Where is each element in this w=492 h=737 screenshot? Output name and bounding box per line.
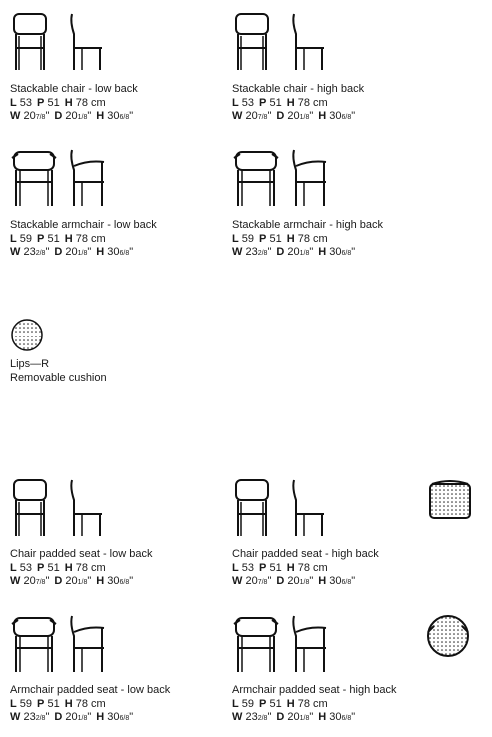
metric-dimensions: L 59 P 51 H 78 cm xyxy=(232,697,328,710)
metric-dimensions: L 59 P 51 H 78 cm xyxy=(10,697,106,710)
armchair-padded-low-drawings xyxy=(10,614,120,678)
chair-padded-low-drawings xyxy=(10,478,120,542)
armchair-padded-high-drawings xyxy=(232,614,342,678)
imperial-dimensions: W 232/8" D 201/8" H 306/8" xyxy=(232,711,356,723)
metric-dimensions: L 59 P 51 H 78 cm xyxy=(10,232,106,245)
armchair-padded-top-view-icon xyxy=(424,612,472,660)
imperial-dimensions: W 207/8" D 201/8" H 306/8" xyxy=(232,575,356,587)
metric-dimensions: L 53 P 51 H 78 cm xyxy=(10,96,106,109)
imperial-dimensions: W 207/8" D 201/8" H 306/8" xyxy=(10,575,134,587)
stackable-armchair-high-back-drawings xyxy=(232,148,342,212)
product-title: Stackable armchair - high back xyxy=(232,219,384,231)
padded-seat-top-view-icon xyxy=(426,476,474,524)
armchair-drawing xyxy=(10,148,120,212)
product-title: Armchair padded seat - high back xyxy=(232,684,397,696)
cushion-icon xyxy=(10,318,44,352)
product-armchair-padded-seat-high-back xyxy=(232,684,396,726)
product-armchair-padded-seat-low-back xyxy=(10,684,170,726)
product-chair-padded-seat-high-back xyxy=(232,548,379,590)
imperial-dimensions: W 232/8" D 201/8" H 306/8" xyxy=(232,246,356,258)
product-title: Armchair padded seat - low back xyxy=(10,684,171,696)
imperial-dimensions: W 232/8" D 201/8" H 306/8" xyxy=(10,711,134,723)
imperial-dimensions: W 207/8" D 201/8" H 306/8" xyxy=(10,110,134,122)
cushion-name: Lips—R xyxy=(10,358,50,370)
imperial-dimensions: W 207/8" D 201/8" H 306/8" xyxy=(232,110,356,122)
product-stackable-armchair-low-back xyxy=(10,219,157,261)
stackable-chair-low-back-drawings xyxy=(10,12,120,76)
stackable-chair-high-back-drawings xyxy=(232,12,342,76)
product-title: Chair padded seat - high back xyxy=(232,548,379,560)
product-chair-padded-seat-low-back xyxy=(10,548,152,590)
armchair-drawing xyxy=(232,148,342,212)
product-title: Stackable chair - high back xyxy=(232,83,365,95)
cushion-desc: Removable cushion xyxy=(10,371,107,384)
chair-padded-high-drawings xyxy=(232,478,342,542)
product-stackable-chair-low-back xyxy=(10,83,138,125)
product-title: Stackable armchair - low back xyxy=(10,219,157,231)
product-stackable-chair-high-back xyxy=(232,83,364,125)
imperial-dimensions: W 232/8" D 201/8" H 306/8" xyxy=(10,246,134,258)
metric-dimensions: L 53 P 51 H 78 cm xyxy=(232,561,328,574)
cushion-label xyxy=(10,358,107,385)
stackable-armchair-low-back-drawings xyxy=(10,148,120,212)
product-title: Stackable chair - low back xyxy=(10,83,138,95)
product-title: Chair padded seat - low back xyxy=(10,548,153,560)
metric-dimensions: L 53 P 51 H 78 cm xyxy=(232,96,328,109)
chair-front-drawing xyxy=(10,12,120,76)
metric-dimensions: L 59 P 51 H 78 cm xyxy=(232,232,328,245)
metric-dimensions: L 53 P 51 H 78 cm xyxy=(10,561,106,574)
chair-front-drawing xyxy=(232,12,342,76)
product-stackable-armchair-high-back xyxy=(232,219,383,261)
